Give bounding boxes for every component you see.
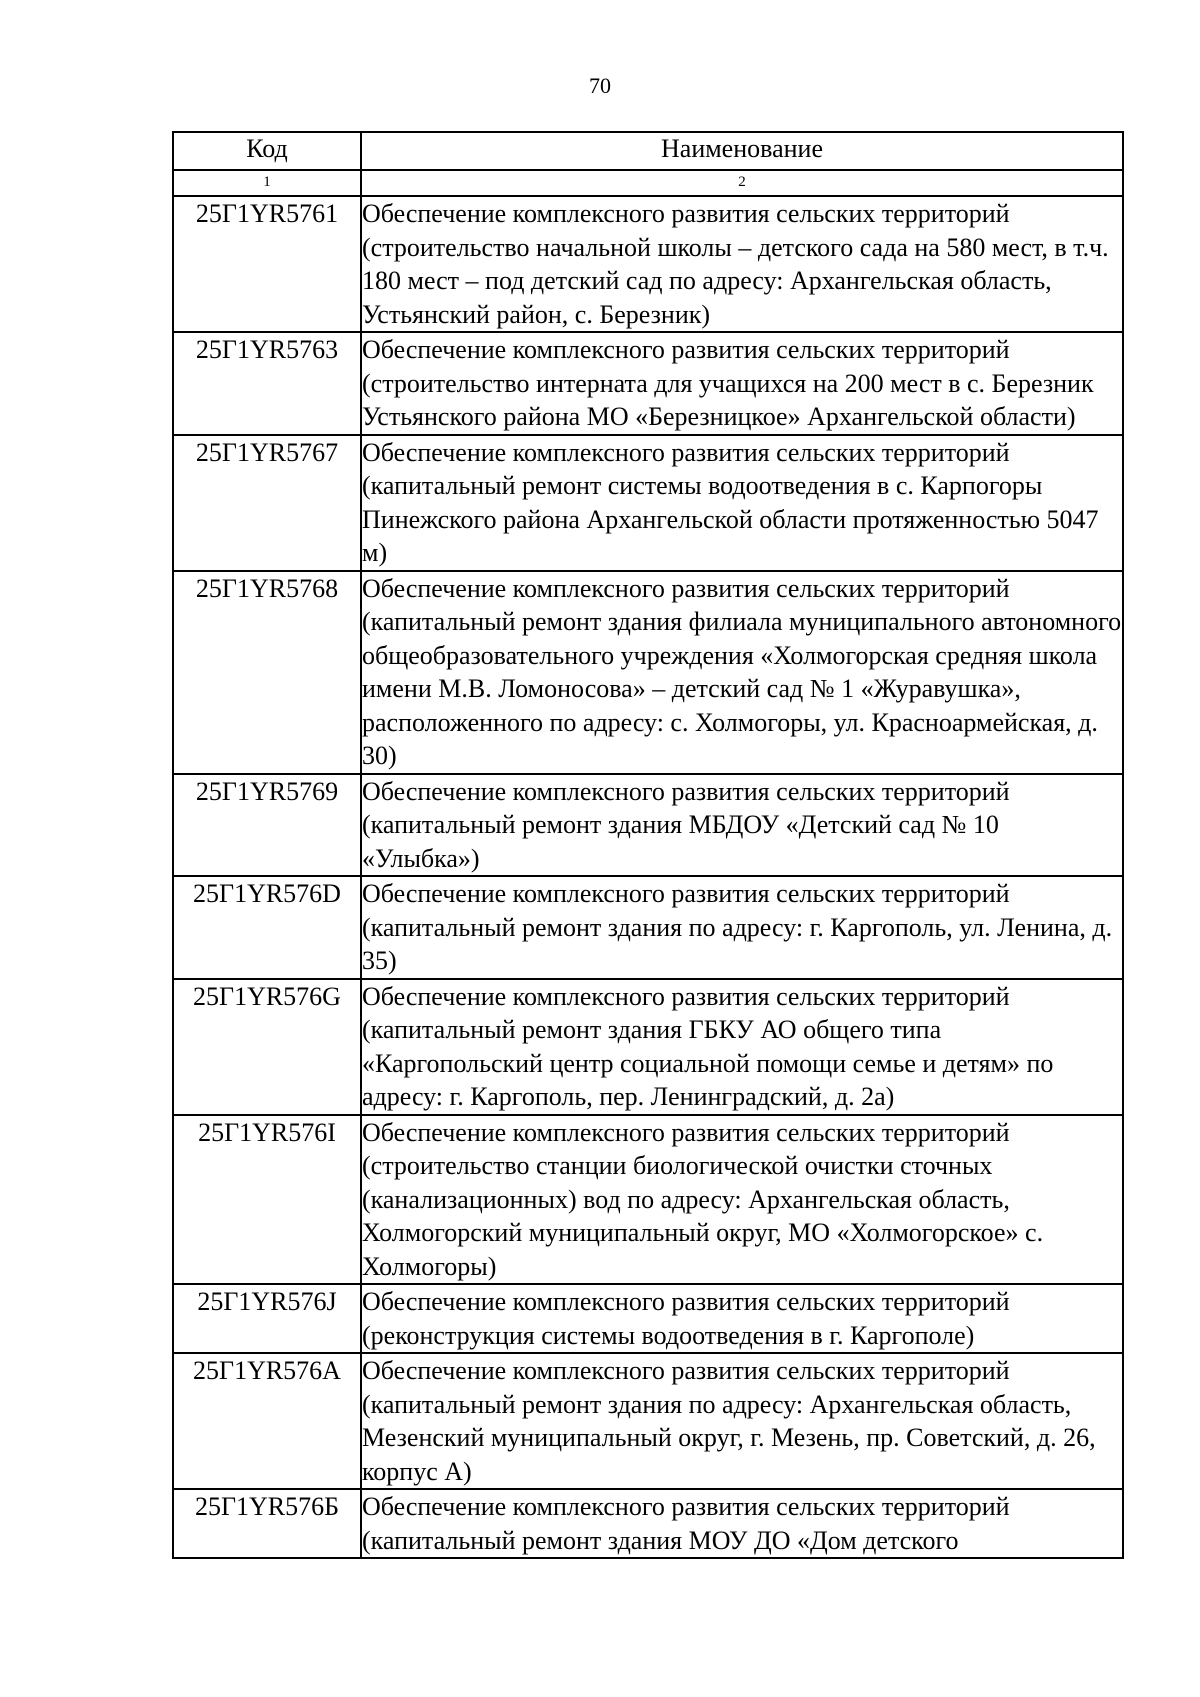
table-row	[173, 774, 1123, 877]
table-row	[173, 1353, 1123, 1489]
page-number: 70	[589, 73, 611, 98]
column-number-2: 2	[361, 170, 1123, 196]
row-name: Обеспечение комплексного развития сельских территорий (капитальный ремонт системы водоотведения в с. Карпогоры Пинежского района Архангельской области протяженностью 5047 м)	[361, 435, 1123, 571]
row-code: 25Г1YR576Б	[173, 1489, 361, 1558]
code-table	[172, 131, 1124, 1559]
row-name: Обеспечение комплексного развития сельских территорий (капитальный ремонт здания МБДОУ «Детский сад № 10 «Улыбка»)	[361, 774, 1123, 877]
row-name: Обеспечение комплексного развития сельских территорий (капитальный ремонт здания МОУ ДО «Дом детского	[361, 1489, 1123, 1558]
row-code: 25Г1YR576D	[173, 876, 361, 979]
row-name: Обеспечение комплексного развития сельских территорий (капитальный ремонт здания филиала муниципального автономного общеобразовательного учреждения «Холмогорская средняя школа имени М.В. Ломоносова» – детский сад № 1 «Журавушка», расположенного по адресу: с. Холмогоры, ул. Красноармейская, д. 30)	[361, 571, 1123, 774]
header-code: Код	[173, 132, 361, 170]
row-code: 25Г1YR5768	[173, 571, 361, 774]
table-row	[173, 571, 1123, 774]
row-code: 25Г1YR5761	[173, 196, 361, 332]
row-code: 25Г1YR576I	[173, 1115, 361, 1285]
row-code: 25Г1YR576A	[173, 1353, 361, 1489]
table-row	[173, 979, 1123, 1115]
row-code: 25Г1YR5769	[173, 774, 361, 877]
row-name: Обеспечение комплексного развития сельских территорий (капитальный ремонт здания ГБКУ АО общего типа «Каргопольский центр социальной помощи семье и детям» по адресу: г. Каргополь, пер. Ленинградский, д. 2а)	[361, 979, 1123, 1115]
row-name: Обеспечение комплексного развития сельских территорий (строительство интерната для учащихся на 200 мест в с. Березник Устьянского района МО «Березницкое» Архангельской области)	[361, 332, 1123, 435]
table-row	[173, 1115, 1123, 1285]
row-name: Обеспечение комплексного развития сельских территорий (капитальный ремонт здания по адресу: Архангельская область, Мезенский муниципальный округ, г. Мезень, пр. Советский, д. 26, корпус А)	[361, 1353, 1123, 1489]
row-name: Обеспечение комплексного развития сельских территорий (строительство начальной школы – детского сада на 580 мест, в т.ч. 180 мест – под детский сад по адресу: Архангельская область, Устьянский район, с. Березник)	[361, 196, 1123, 332]
row-code: 25Г1YR576J	[173, 1284, 361, 1353]
table-row	[173, 1489, 1123, 1558]
table-row	[173, 435, 1123, 571]
row-name: Обеспечение комплексного развития сельских территорий (реконструкция системы водоотведения в г. Каргополе)	[361, 1284, 1123, 1353]
table-row	[173, 332, 1123, 435]
row-name: Обеспечение комплексного развития сельских территорий (капитальный ремонт здания по адресу: г. Каргополь, ул. Ленина, д. 35)	[361, 876, 1123, 979]
table-header-row	[173, 132, 1123, 170]
row-code: 25Г1YR576G	[173, 979, 361, 1115]
column-number-row	[173, 170, 1123, 196]
table-row	[173, 876, 1123, 979]
table-row	[173, 196, 1123, 332]
row-code: 25Г1YR5763	[173, 332, 361, 435]
header-name: Наименование	[361, 132, 1123, 170]
table-row	[173, 1284, 1123, 1353]
row-name: Обеспечение комплексного развития сельских территорий (строительство станции биологической очистки сточных (канализационных) вод по адресу: Архангельская область, Холмогорский муниципальный округ, МО «Холмогорское» с. Холмогоры)	[361, 1115, 1123, 1285]
row-code: 25Г1YR5767	[173, 435, 361, 571]
column-number-1: 1	[173, 170, 361, 196]
